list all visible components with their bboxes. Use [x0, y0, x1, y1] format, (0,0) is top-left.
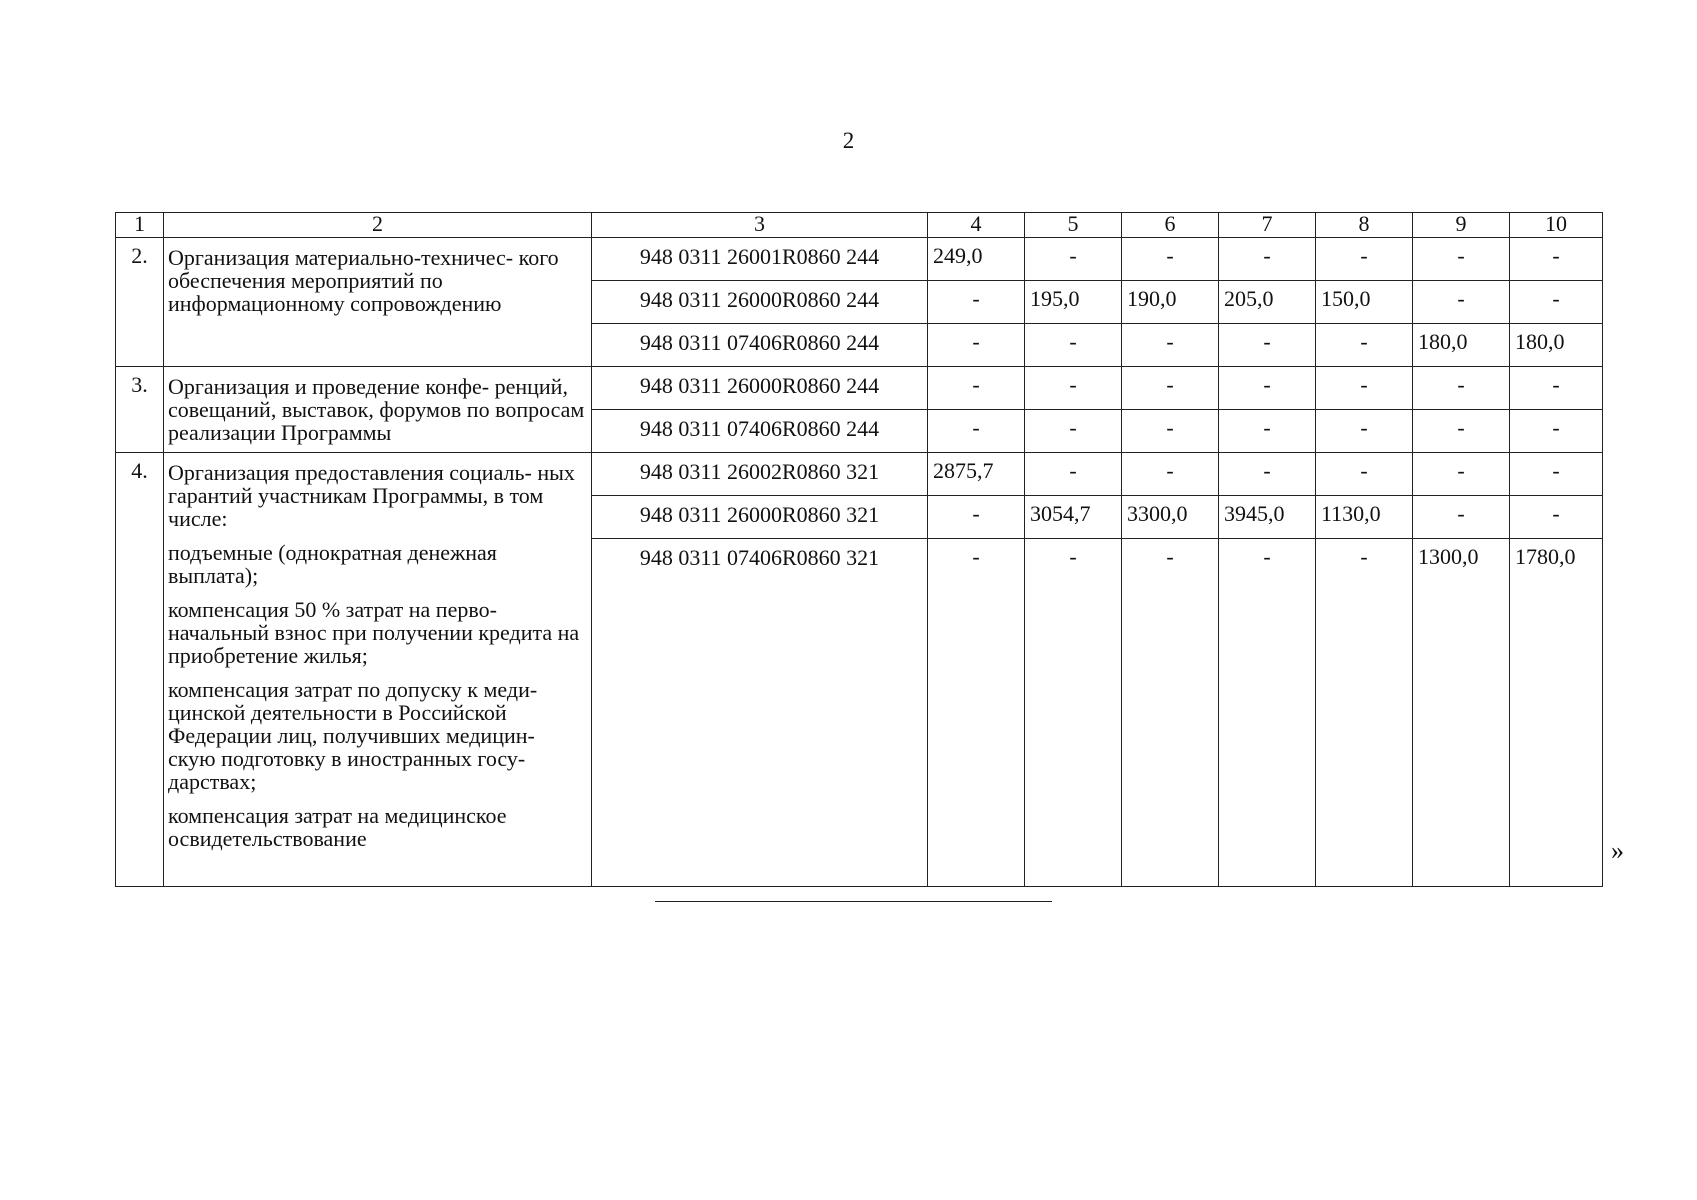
value-cell: - [1025, 324, 1122, 367]
value-cell: - [928, 539, 1025, 887]
value-cell: - [928, 324, 1025, 367]
column-header: 1 [116, 213, 164, 238]
column-header: 3 [592, 213, 928, 238]
column-header: 7 [1219, 213, 1316, 238]
item-number: 3. [116, 367, 164, 453]
value-cell: - [1316, 539, 1413, 887]
value-cell: - [1413, 453, 1510, 496]
value-cell: - [1510, 496, 1603, 539]
value-cell: 1130,0 [1316, 496, 1413, 539]
page-number: 2 [842, 128, 855, 153]
table-row [116, 367, 1603, 410]
value-cell: - [1413, 281, 1510, 324]
value-cell: 249,0 [928, 238, 1025, 281]
value-cell: - [1122, 453, 1219, 496]
value-cell: - [1122, 367, 1219, 410]
value-cell: - [1510, 367, 1603, 410]
value-cell: - [1122, 238, 1219, 281]
item-description [164, 453, 592, 887]
value-cell: - [1219, 367, 1316, 410]
budget-table [115, 212, 1603, 887]
value-cell: 1780,0 [1510, 539, 1603, 887]
sub-item-text: компенсация затрат по допуску к меди- цинской деятельности в Российской Федерации лиц, получивших медицин- скую подготовку в иностранных госу- дарствах; [168, 677, 538, 794]
value-cell: - [1316, 453, 1413, 496]
value-cell: - [1219, 453, 1316, 496]
table-row [116, 238, 1603, 281]
description-text: Организация предоставления социаль- ных гарантий участникам Программы, в том числе: [168, 460, 575, 531]
value-cell: 180,0 [1510, 324, 1603, 367]
description-text: Организация материально-техничес- кого обеспечения мероприятий по информационному сопровождению [168, 245, 559, 316]
column-header: 9 [1413, 213, 1510, 238]
value-cell: 205,0 [1219, 281, 1316, 324]
value-cell: 180,0 [1413, 324, 1510, 367]
column-header: 6 [1122, 213, 1219, 238]
value-cell: - [1122, 539, 1219, 887]
sub-item-text: компенсация 50 % затрат на перво- начальный взнос при получении кредита на приобретение жилья; [168, 597, 580, 668]
value-cell: - [1122, 410, 1219, 453]
budget-code: 948 0311 26002R0860 321 [592, 453, 928, 496]
value-cell: - [1219, 410, 1316, 453]
value-cell: 1300,0 [1413, 539, 1510, 887]
value-cell: - [1510, 453, 1603, 496]
value-cell: - [1510, 238, 1603, 281]
value-cell: - [1510, 281, 1603, 324]
value-cell: - [1025, 238, 1122, 281]
value-cell: - [1219, 238, 1316, 281]
value-cell: 150,0 [1316, 281, 1413, 324]
value-cell: - [1413, 238, 1510, 281]
value-cell: - [1025, 367, 1122, 410]
value-cell: - [1510, 410, 1603, 453]
value-cell: - [1219, 324, 1316, 367]
value-cell: 190,0 [1122, 281, 1219, 324]
budget-code: 948 0311 26000R0860 244 [592, 367, 928, 410]
budget-code: 948 0311 26000R0860 244 [592, 281, 928, 324]
item-description [164, 238, 592, 367]
value-cell: - [1025, 453, 1122, 496]
value-cell: - [928, 281, 1025, 324]
closing-quote: » [1611, 836, 1624, 865]
value-cell: - [1413, 410, 1510, 453]
value-cell: - [928, 496, 1025, 539]
value-cell: 195,0 [1025, 281, 1122, 324]
value-cell: - [1316, 324, 1413, 367]
item-number: 2. [116, 238, 164, 367]
column-header: 2 [164, 213, 592, 238]
item-description [164, 367, 592, 453]
value-cell: - [928, 410, 1025, 453]
value-cell: - [1122, 324, 1219, 367]
column-header: 10 [1510, 213, 1603, 238]
value-cell: - [1025, 410, 1122, 453]
value-cell: - [1413, 496, 1510, 539]
value-cell: - [928, 367, 1025, 410]
value-cell: 3945,0 [1219, 496, 1316, 539]
item-number: 4. [116, 453, 164, 887]
column-header: 4 [928, 213, 1025, 238]
budget-code: 948 0311 07406R0860 321 [592, 539, 928, 887]
value-cell: 3300,0 [1122, 496, 1219, 539]
column-header: 5 [1025, 213, 1122, 238]
value-cell: - [1316, 367, 1413, 410]
value-cell: - [1025, 539, 1122, 887]
budget-code: 948 0311 07406R0860 244 [592, 410, 928, 453]
budget-code: 948 0311 26000R0860 321 [592, 496, 928, 539]
value-cell: - [1219, 539, 1316, 887]
table-row [116, 453, 1603, 496]
value-cell: 2875,7 [928, 453, 1025, 496]
budget-code: 948 0311 07406R0860 244 [592, 324, 928, 367]
value-cell: - [1413, 367, 1510, 410]
header-row [116, 213, 1603, 238]
column-header: 8 [1316, 213, 1413, 238]
value-cell: 3054,7 [1025, 496, 1122, 539]
budget-code: 948 0311 26001R0860 244 [592, 238, 928, 281]
sub-item-text: подъемные (однократная денежная выплата); [168, 540, 497, 588]
sub-item-text: компенсация затрат на медицинское освидетельствование [168, 803, 507, 851]
footer-rule [655, 901, 1052, 902]
description-text: Организация и проведение конфе- ренций, совещаний, выставок, форумов по вопросам реализации Программы [168, 374, 585, 445]
value-cell: - [1316, 410, 1413, 453]
value-cell: - [1316, 238, 1413, 281]
